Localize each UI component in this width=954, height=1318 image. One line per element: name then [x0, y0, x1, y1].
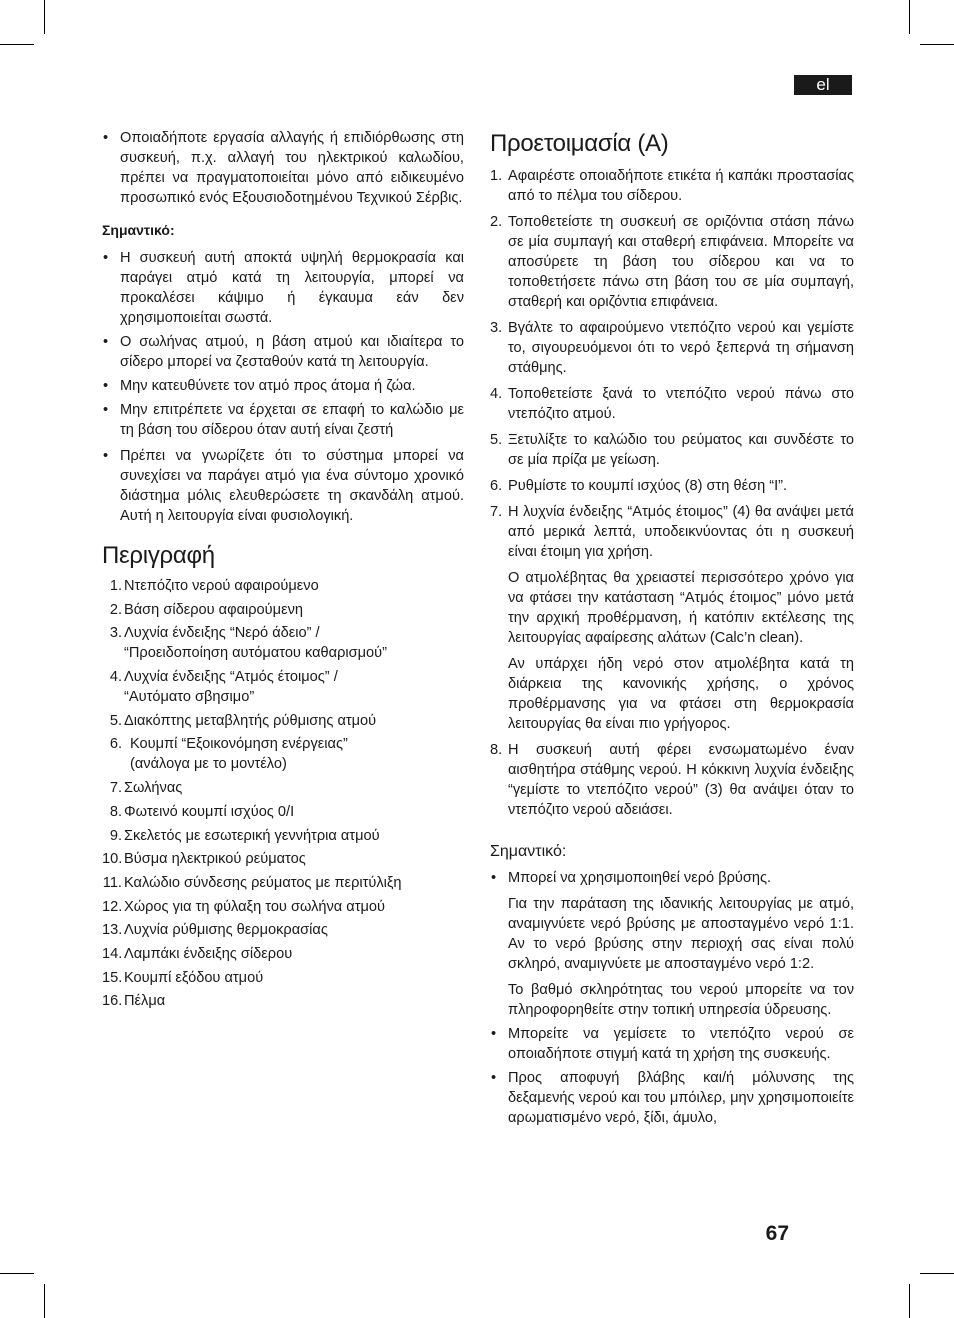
crop-mark — [920, 1273, 954, 1274]
list-item: 5. Διακόπτης μεταβλητής ρύθμισης ατμού — [109, 712, 377, 729]
preparation-title: Προετοιμασία (A) — [490, 130, 669, 157]
right-column — [490, 128, 854, 1132]
list-item: • Μπορείτε να γεμίσετε το ντεπόζιτο νερού σε οποιαδήποτε στιγμή κατά τη χρήση της συσκευής. — [491, 1026, 854, 1062]
preparation-steps — [490, 166, 854, 820]
list-item: 3. Λυχνία ένδειξης “Νερό άδειο” / “Προειδοποίηση αυτόματου καθαρισμού” — [109, 625, 387, 662]
list-item: 16. Πέλμα — [102, 993, 166, 1010]
crop-mark — [909, 0, 910, 34]
page-number: 67 — [765, 1222, 789, 1245]
list-item: 6. Ρυθμίστε το κουμπί ισχύος (8) στη θέση “I”. — [490, 478, 788, 494]
step-note: Αν υπάρχει ήδη νερό στον ατμολέβητα κατά τη διάρκεια της κανονικής χρήσης, ο χρόνος προθέρμανσης για να φτάσει στη θερμοκρασία λειτουργίας θα είναι πιο γρήγορος. — [508, 656, 854, 732]
list-item: 14. Λαμπάκι ένδειξης σίδερου — [102, 945, 293, 962]
important-title: Σημαντικό: — [490, 843, 567, 860]
safety-list — [102, 248, 464, 526]
list-item: 15. Κουμπί εξόδου ατμού — [102, 969, 264, 986]
list-item: 2. Τοποθετείστε τη συσκευή σε οριζόντια στάση πάνω σε μία συμπαγή και σταθερή επιφάνεια. Μπορείτε να αποσύρετε τη βάση του σίδερου και να το τοποθετήσετε πάνω στη βάση του σε μία συμπαγή, σταθερή και οριζόντια επιφάνεια. — [490, 214, 854, 310]
language-tag: el — [794, 75, 852, 95]
list-item: • Πρέπει να γνωρίζετε ότι το σύστημα μπορεί να συνεχίσει να παράγει ατμό για ένα σύντομο χρονικό διάστημα μόλις ελευθερώσετε τη σκανδάλη ατμού. Αυτή η λειτουργία είναι φυσιολογική. — [103, 448, 464, 524]
important-list — [490, 868, 854, 1128]
crop-mark — [0, 44, 34, 45]
crop-mark — [0, 1273, 34, 1274]
left-column — [102, 128, 464, 1015]
crop-mark — [920, 44, 954, 45]
list-item: • Μπορεί να χρησιμοποιηθεί νερό βρύσης. Για την παράταση της ιδανικής λειτουργίας με ατμό, αναμιγνύετε νερό βρύσης με αποσταγμένο νερό 1:1. Αν το νερό βρύσης στην περιοχή σας είναι πολύ σκληρό, αναμιγνύετε με αποσταγμένο νερό 1:2. Το βαθμό σκληρότητας του νερού μπορείτε να τον πληροφορηθείτε στην τοπική υπηρεσία ύδρευσης. — [491, 870, 854, 1018]
list-item: • Μην κατευθύνετε τον ατμό προς άτομα ή ζώα. — [103, 378, 416, 394]
list-item: 2. Βάση σίδερου αφαιρούμενη — [109, 601, 303, 618]
list-item: 13. Λυχνία ρύθμισης θερμοκρασίας — [102, 922, 328, 939]
list-item: 1. Ντεπόζιτο νερού αφαιρούμενο — [109, 578, 319, 594]
list-item: • Προς αποφυγή βλάβης και/ή μόλυνσης της δεξαμενής νερού και του μπόιλερ, μην χρησιμοποιείτε αρωματισμένο νερό, ξίδι, άμυλο, — [491, 1070, 854, 1126]
step-note: Ο ατμολέβητας θα χρειαστεί περισσότερο χρόνο για να φτάσει την κατάσταση “Ατμός έτοιμος” μόνο μετά την αρχική προθέρμανση, ή κατόπιν εκτέλεσης της λειτουργίας αφαίρεσης αλάτων (Calc’n clean). — [508, 570, 854, 646]
list-item: • Μην επιτρέπετε να έρχεται σε επαφή το καλώδιο με τη βάση του σίδερου όταν αυτή είναι ζεστή — [103, 402, 464, 438]
list-item: 7. Η λυχνία ένδειξης “Ατμός έτοιμος” (4) θα ανάψει μετά από μερικά λεπτά, υποδεικνύοντας ότι η συσκευή είναι έτοιμη για χρήση. Ο ατμολέβητας θα χρειαστεί περισσότερο χρόνο για να φτάσει την κατάσταση “Ατμός έτοιμος” μόνο μετά την αρχική προθέρμανση, ή κατόπιν εκτέλεσης της λειτουργίας αφαίρεσης αλάτων (Calc’n clean). Αν υπάρχει ήδη νερό στον ατμολέβητα κατά τη διάρκεια της κανονικής χρήσης, ο χρόνος προθέρμανσης για να φτάσει στη θερμοκρασία λειτουργίας θα είναι πιο γρήγορος. — [490, 504, 854, 732]
list-item: 9. Σκελετός με εσωτερική γεννήτρια ατμού — [109, 827, 380, 844]
list-item: 6. Κουμπί “Εξοικονόμηση ενέργειας” (ανάλογα με το μοντέλο) — [109, 736, 348, 773]
bullet-note: Το βαθμό σκληρότητας του νερού μπορείτε να τον πληροφορηθείτε στην τοπική υπηρεσία ύδρευσης. — [508, 982, 854, 1018]
list-item: • Ο σωλήνας ατμού, η βάση ατμού και ιδιαίτερα το σίδερο μπορεί να ζεσταθούν κατά τη λειτουργία. — [103, 334, 464, 370]
list-item: 7. Σωλήνας — [109, 780, 183, 797]
list-item: 10. Βύσμα ηλεκτρικού ρεύματος — [102, 851, 306, 868]
list-item: 8. Η συσκευή αυτή φέρει ενσωματωμένο έναν αισθητήρα στάθμης νερού. Η κόκκινη λυχνία ένδειξης “γεμίστε το ντεπόζιτο νερού” (3) θα ανάψει όταν το ντεπόζιτο νερού αδειάσει. — [490, 742, 854, 818]
list-item: 11. Καλώδιο σύνδεσης ρεύματος με περιτύλιξη — [102, 874, 402, 891]
description-title: Περιγραφή — [102, 542, 215, 569]
list-item: 12. Χώρος για τη φύλαξη του σωλήνα ατμού — [102, 898, 386, 915]
description-list — [102, 576, 464, 1011]
list-item: • Η συσκευή αυτή αποκτά υψηλή θερμοκρασία και παράγει ατμό κατά τη λειτουργία, μπορεί να προκαλέσει κάψιμο ή έγκαυμα εάν δεν χρησιμοποιείται σωστά. — [103, 250, 464, 326]
important-label: Σημαντικό: — [102, 222, 175, 238]
intro-bullet-text: Οποιαδήποτε εργασία αλλαγής ή επιδιόρθωσης στη συσκευή, π.χ. αλλαγή του ηλεκτρικού καλωδίου, πρέπει να πραγματοποιείται μόνο από ειδικευμένο προσωπικό ενός Εξουσιοδοτημένου Τεχνικού Σέρβις. — [120, 130, 464, 206]
list-item: 5. Ξετυλίξτε το καλώδιο του ρεύματος και συνδέστε το σε μία πρίζα με γείωση. — [490, 432, 854, 468]
list-item: • Οποιαδήποτε εργασία αλλαγής ή επιδιόρθωσης στη συσκευή, π.χ. αλλαγή του ηλεκτρικού καλωδίου, πρέπει να πραγματοποιείται μόνο από ειδικευμένο προσωπικό ενός Εξουσιοδοτημένου Τεχνικού Σέρβις. — [103, 130, 464, 206]
list-item: 4. Λυχνία ένδειξης “Ατμός έτοιμος” / “Αυτόματο σβησιμο” — [109, 669, 338, 706]
list-item: 8. Φωτεινό κουμπί ισχύος 0/I — [109, 803, 295, 820]
list-item: 4. Τοποθετείστε ξανά το ντεπόζιτο νερού πάνω στο ντεπόζιτο ατμού. — [490, 386, 854, 422]
crop-mark — [44, 1284, 45, 1318]
crop-mark — [909, 1284, 910, 1318]
list-item: 3. Βγάλτε το αφαιρούμενο ντεπόζιτο νερού και γεμίστε το, σιγουρευόμενοι ότι το νερό ξεπερνά τη σήμανση στάθμης. — [490, 320, 854, 376]
list-item: 1. Αφαιρέστε οποιαδήποτε ετικέτα ή καπάκι προστασίας από το πέλμα του σίδερου. — [490, 168, 854, 204]
bullet-note: Για την παράταση της ιδανικής λειτουργίας με ατμό, αναμιγνύετε νερό βρύσης με αποσταγμένο νερό 1:1. Αν το νερό βρύσης στην περιοχή σας είναι πολύ σκληρό, αναμιγνύετε με αποσταγμένο νερό 1:2. — [508, 896, 854, 972]
intro-list — [102, 128, 464, 208]
crop-mark — [44, 0, 45, 34]
